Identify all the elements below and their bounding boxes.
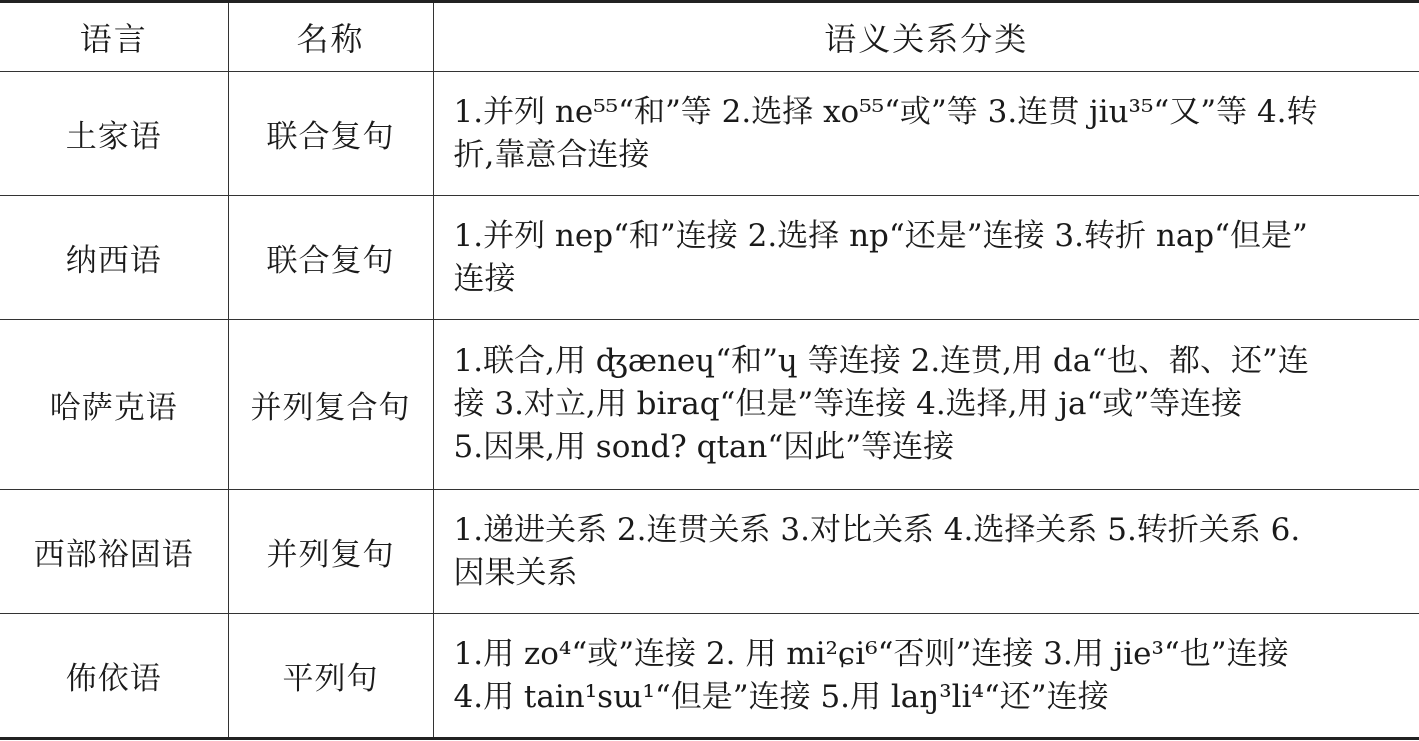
- cell-name: 联合复句: [228, 72, 433, 196]
- classification-line: 1.用 zo⁴“或”连接 2. 用 mi²ɕi⁶“否则”连接 3.用 jie³“也”连接: [453, 635, 1289, 672]
- classification-line: 1.递进关系 2.连贯关系 3.对比关系 4.选择关系 5.转折关系 6.: [453, 511, 1301, 548]
- table-row: [0, 490, 1419, 614]
- table-row: [0, 614, 1419, 739]
- cell-name: 联合复句: [228, 196, 433, 320]
- classification-line: 1.联合,用 ʤæneɥ“和”ɥ 等连接 2.连贯,用 da“也、都、还”连: [453, 343, 1309, 379]
- cell-name: 并列复句: [228, 490, 433, 614]
- classification-line: 1.并列 nep“和”连接 2.选择 np“还是”连接 3.转折 nap“但是”: [453, 217, 1308, 254]
- classification-line: 折,靠意合连接: [453, 136, 650, 173]
- cell-classification: [433, 72, 1419, 196]
- cell-language: 佈依语: [0, 614, 228, 739]
- header-name: 名称: [228, 2, 433, 72]
- cell-language: 西部裕固语: [0, 490, 228, 614]
- classification-line: 因果关系: [453, 554, 578, 591]
- classification-line: 5.因果,用 sond? qtan“因此”等连接: [453, 429, 955, 465]
- table-header: [0, 2, 1419, 72]
- cell-classification: [433, 490, 1419, 614]
- cell-classification: [433, 320, 1419, 490]
- table-row: [0, 196, 1419, 320]
- classification-line: 接 3.对立,用 biraq“但是”等连接 4.选择,用 ja“或”等连接: [453, 386, 1243, 422]
- header-row: [0, 2, 1419, 72]
- table-body: [0, 72, 1419, 739]
- classification-line: 连接: [453, 260, 516, 297]
- cell-language: 哈萨克语: [0, 320, 228, 490]
- cell-language: 纳西语: [0, 196, 228, 320]
- cell-name: 并列复合句: [228, 320, 433, 490]
- table-row: [0, 72, 1419, 196]
- classification-line: 1.并列 ne⁵⁵“和”等 2.选择 xo⁵⁵“或”等 3.连贯 jiu³⁵“又”等 4.转: [453, 93, 1318, 130]
- header-classification: 语义关系分类: [433, 2, 1419, 72]
- cell-name: 平列句: [228, 614, 433, 739]
- classification-line: 4.用 tain¹sɯ¹“但是”连接 5.用 laŋ³li⁴“还”连接: [453, 678, 1109, 715]
- table-row: [0, 320, 1419, 490]
- cell-classification: [433, 614, 1419, 739]
- cell-language: 土家语: [0, 72, 228, 196]
- header-language: 语言: [0, 2, 228, 72]
- cell-classification: [433, 196, 1419, 320]
